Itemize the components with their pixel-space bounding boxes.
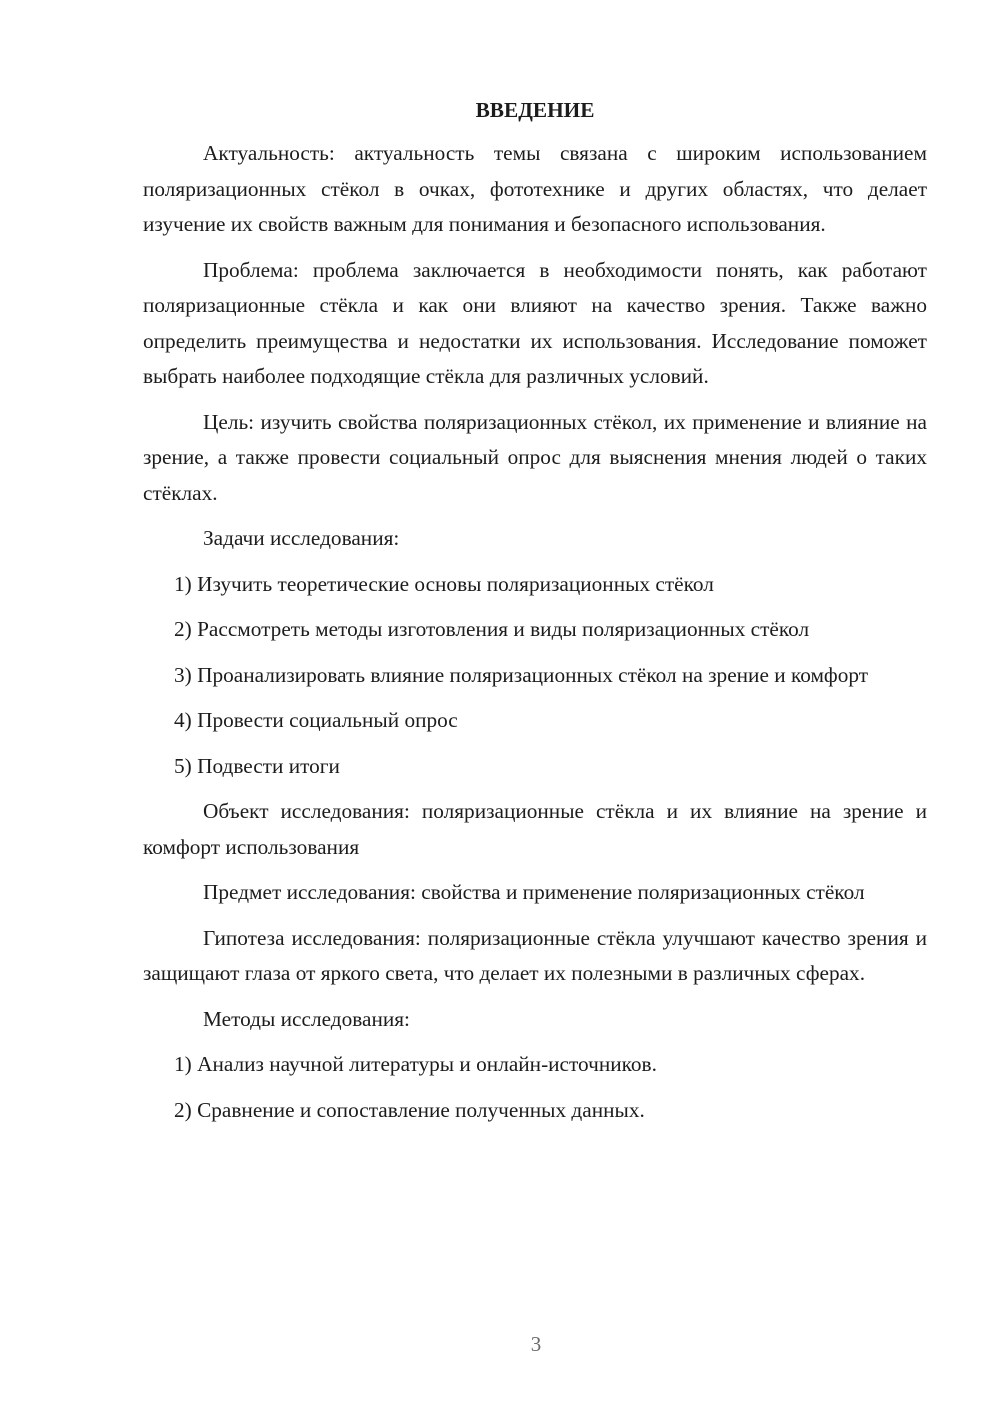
paragraph-relevance: Актуальность: актуальность темы связана с широким использованием поляризационных стёкол в очках, фототехнике и других областях, что делает изучение их свойств важным для понимания и безопасного использования. [143,141,927,236]
tasks-list [143,567,927,785]
list-item: 1) Изучить теоретические основы поляризационных стёкол [174,571,714,596]
paragraph-problem: Проблема: проблема заключается в необходимости понять, как работают поляризационные стёкла и как они влияют на качество зрения. Также важно определить преимущества и недостатки их использования. Исследование поможет выбрать наиболее подходящие стёкла для различных условий. [143,257,927,388]
tasks-heading: Задачи исследования: [203,526,400,550]
paragraph-hypothesis: Гипотеза исследования: поляризационные стёкла улучшают качество зрения и защищают глаза от яркого света, что делает их полезными в различных сферах. [143,925,927,985]
page-title: ВВЕДЕНИЕ [475,98,595,122]
page-number: 3 [530,1332,542,1356]
list-item: 2) Рассмотреть методы изготовления и виды поляризационных стёкол [174,617,810,641]
list-item: 1) Анализ научной литературы и онлайн-источников. [174,1052,657,1076]
list-item: 4) Провести социальный опрос [174,708,458,732]
list-item: 2) Сравнение и сопоставление полученных данных. [174,1097,645,1122]
methods-heading: Методы исследования: [203,1006,410,1031]
paragraph-subject: Предмет исследования: свойства и применение поляризационных стёкол [203,880,865,904]
paragraph-goal: Цель: изучить свойства поляризационных стёкол, их применение и влияние на зрение, а также провести социальный опрос для выяснения мнения людей о таких стёклах. [143,409,927,505]
paragraph-object: Объект исследования: поляризационные стёкла и их влияние на зрение и комфорт использования [143,799,927,859]
methods-list [143,1047,927,1128]
list-item: 3) Проанализировать влияние поляризационных стёкол на зрение и комфорт [174,662,869,687]
list-item: 5) Подвести итоги [174,753,340,778]
page-content [143,94,927,1138]
